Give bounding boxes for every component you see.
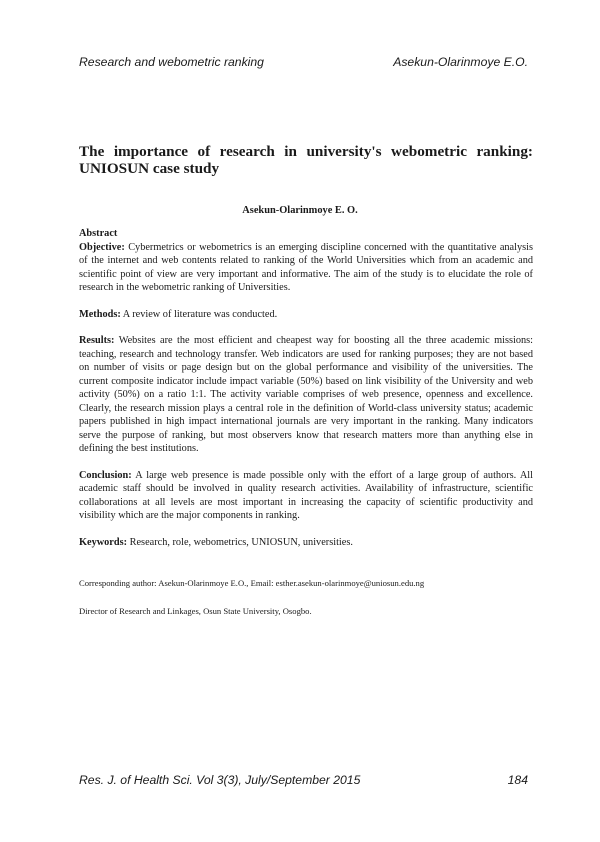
running-header-author: Asekun-Olarinmoye E.O. — [393, 55, 528, 69]
paper-author: Asekun-Olarinmoye E. O. — [242, 205, 358, 216]
running-header-title: Research and webometric ranking — [79, 55, 264, 69]
objective-paragraph — [79, 241, 533, 295]
results-paragraph — [79, 334, 533, 456]
objective-label: Objective: — [79, 241, 125, 253]
keywords-text: Research, role, webometrics, UNIOSUN, universities. — [127, 536, 353, 548]
abstract-section — [79, 227, 533, 562]
corresponding-author-note: Corresponding author: Asekun-Olarinmoye E.O., Email: esther.asekun-olarinmoye@uniosun.edu.ng — [79, 578, 425, 588]
methods-paragraph — [79, 308, 533, 322]
methods-label: Methods: — [79, 308, 121, 320]
page-footer — [79, 773, 528, 787]
results-label: Results: — [79, 335, 115, 346]
keywords-label: Keywords: — [79, 536, 128, 548]
conclusion-text: A large web presence is made possible only with the effort of a large group of authors. All academic staff should be involved in quality research activities. Availability of infrastructure, scientific collaborations at all levels are most important in increasing the capacity of scientific productivity and visibility which are the major components in ranking. — [79, 469, 533, 521]
conclusion-label: Conclusion: — [79, 469, 132, 481]
conclusion-paragraph — [79, 469, 533, 523]
methods-text: A review of literature was conducted. — [120, 308, 278, 320]
affiliation-note: Director of Research and Linkages, Osun State University, Osogbo. — [79, 606, 312, 616]
running-header — [79, 55, 528, 69]
keywords-paragraph — [79, 536, 533, 550]
abstract-heading: Abstract — [79, 228, 118, 239]
journal-citation: Res. J. of Health Sci. Vol 3(3), July/September 2015 — [79, 773, 361, 787]
page-number: 184 — [507, 773, 528, 787]
paper-title: The importance of research in university's webometric ranking: UNIOSUN case study — [79, 143, 533, 177]
results-text: Websites are the most efficient and cheapest way for boosting all the three academic missions: teaching, research and technology transfer. Web indicators are used for ranking purposes; they are not based on number of visits or page design but on the global performance and visibility of the universities. The current composite indicator include impact variable (50%) based on link visibility of the University and web activity (50%) on a ratio 1:1. The activity variable comprises of web presence, openness and excellence. Clearly, the research mission plays a central role in the definition of World-class university status; academic papers published in high impact international journals are very important in the ranking. Many indicators serve the purpose of ranking, but most observers know that research matters more than anything else in defining the best institutions. — [79, 335, 533, 454]
objective-text: Cybermetrics or webometrics is an emerging discipline concerned with the quantitative analysis of the internet and web contents related to ranking of the World Universities which from an academic and scientific point of view are very important and informative. The aim of the study is to elucidate the role of research in the webometric ranking of Universities. — [79, 241, 533, 293]
